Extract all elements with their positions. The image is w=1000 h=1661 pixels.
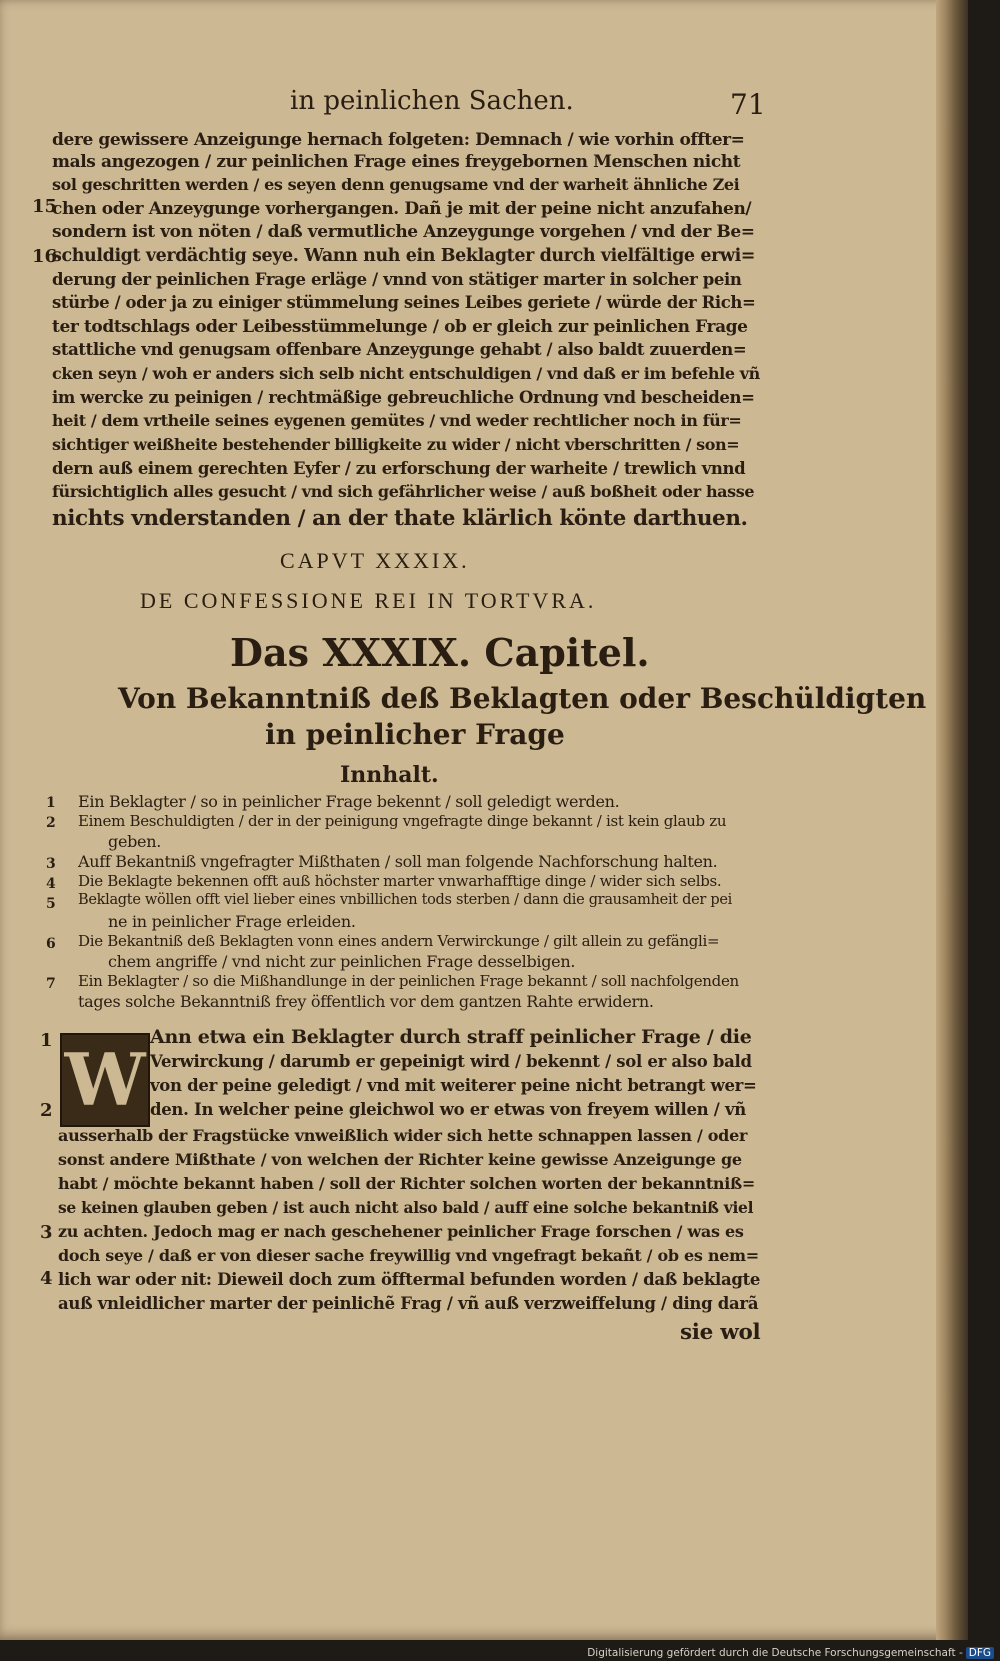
- summary-number: 5: [46, 896, 56, 912]
- text-line: zu achten. Jedoch mag er nach geschehener peinlicher Frage forschen / was es: [58, 1222, 744, 1241]
- drop-cap: W: [60, 1033, 150, 1127]
- text-line: habt / möchte bekannt haben / soll der Richter solchen worten der bekanntniß=: [58, 1174, 755, 1193]
- summary-number: 1: [46, 795, 56, 811]
- dfg-logo: DFG: [966, 1647, 994, 1659]
- text-line: sondern ist von nöten / daß vermutliche Anzeygunge vorgehen / vnd der Be=: [52, 222, 755, 242]
- summary-text: Einem Beschuldigten / der in der peinigung vngefragte dinge bekannt / ist kein glaub zu: [78, 812, 727, 830]
- text-line: auß vnleidlicher marter der peinlichẽ Frag / vñ auß verzweiffelung / ding darã: [58, 1294, 759, 1313]
- text-line: doch seye / daß er von dieser sache freywillig vnd vngefragt bekañt / ob es nem=: [58, 1246, 759, 1265]
- summary-text: Ein Beklagter / so die Mißhandlunge in der peinlichen Frage bekannt / soll nachfolgenden: [78, 972, 739, 990]
- margin-note: 16: [32, 246, 58, 267]
- text-line: stürbe / oder ja zu einiger stümmelung seines Leibes geriete / würde der Rich=: [52, 293, 756, 312]
- text-line: cken seyn / woh er anders sich selb nicht entschuldigen / vnd daß er im befehle vñ: [52, 364, 760, 383]
- summary-number: 4: [46, 876, 56, 892]
- text-line: sonst andere Mißthate / von welchen der Richter keine gewisse Anzeigunge ge: [58, 1150, 742, 1169]
- text-line: nichts vnderstanden / an der thate klärlich könte darthuen.: [52, 506, 748, 531]
- summary-text: ne in peinlicher Frage erleiden.: [108, 912, 356, 931]
- text-line: ausserhalb der Fragstücke vnweißlich wider sich hette schnappen lassen / oder: [58, 1126, 748, 1145]
- text-line: schuldigt verdächtig seye. Wann nuh ein Beklagter durch vielfältige erwi=: [52, 246, 756, 266]
- margin-note: 2: [40, 1100, 53, 1121]
- text-line: dere gewissere Anzeigunge hernach folgeten: Demnach / wie vorhin offter=: [52, 130, 745, 150]
- summary-number: 3: [46, 856, 56, 872]
- text-line: chen oder Anzeygunge vorhergangen. Dañ je mit der peine nicht anzufahen/: [52, 199, 752, 219]
- text-line: dern auß einem gerechten Eyfer / zu erforschung der warheite / trewlich vnnd: [52, 459, 746, 478]
- summary-text: tages solche Bekanntniß frey öffentlich vor dem gantzen Rahte erwidern.: [78, 992, 654, 1011]
- summary-text: Die Beklagte bekennen offt auß höchster marter vnwarhafftige dinge / wider sich selbs.: [78, 872, 722, 890]
- summary-heading: Innhalt.: [340, 762, 439, 788]
- text-line: den. In welcher peine gleichwol wo er etwas von freyem willen / vñ: [150, 1100, 746, 1119]
- text-line: se keinen glauben geben / ist auch nicht also bald / auff eine solche bekantniß viel: [58, 1198, 754, 1217]
- summary-number: 6: [46, 936, 56, 952]
- digitization-credit: [587, 1647, 994, 1659]
- credit-text: Digitalisierung gefördert durch die Deutsche Forschungsgemeinschaft -: [587, 1647, 963, 1659]
- summary-text: Ein Beklagter / so in peinlicher Frage bekennt / soll geledigt werden.: [78, 792, 620, 811]
- margin-note: 1: [40, 1030, 53, 1051]
- summary-text: chem angriffe / vnd nicht zur peinlichen Frage desselbigen.: [108, 952, 576, 971]
- margin-note: 4: [40, 1268, 53, 1289]
- text-line: ter todtschlags oder Leibesstümmelunge / ob er gleich zur peinlichen Frage: [52, 317, 748, 337]
- chapter-subtitle-line1: Von Bekanntniß deß Beklagten oder Beschüldigten: [118, 682, 927, 715]
- summary-text: Auff Bekantniß vngefragter Mißthaten / soll man folgende Nachforschung halten.: [78, 852, 718, 871]
- book-spine: [936, 0, 968, 1640]
- summary-text: Die Bekantniß deß Beklagten vonn eines andern Verwirckunge / gilt allein zu gefängli=: [78, 932, 720, 950]
- text-line: fürsichtiglich alles gesucht / vnd sich gefährlicher weise / auß boßheit oder hasse: [52, 482, 755, 501]
- text-line: lich war oder nit: Dieweil doch zum öfftermal befunden worden / daß beklagte: [58, 1270, 761, 1289]
- running-title: in peinlichen Sachen.: [290, 86, 574, 116]
- summary-number: 2: [46, 815, 56, 831]
- margin-note: 15: [32, 196, 58, 217]
- summary-number: 7: [46, 976, 56, 992]
- text-line: sichtiger weißheite bestehender billigkeite zu wider / nicht vberschritten / son=: [52, 435, 740, 454]
- text-line: von der peine geledigt / vnd mit weiterer peine nicht betrangt wer=: [150, 1076, 757, 1095]
- text-line: stattliche vnd genugsam offenbare Anzeygunge gehabt / also baldt zuuerden=: [52, 340, 747, 359]
- text-line: sol geschritten werden / es seyen denn genugsame vnd der warheit ähnliche Zei: [52, 175, 740, 194]
- margin-note: 3: [40, 1222, 53, 1243]
- caput-heading: CAPVT XXXIX.: [280, 548, 470, 573]
- page-number: 71: [730, 88, 766, 121]
- latin-title: DE CONFESSIONE REI IN TORTVRA.: [140, 588, 597, 613]
- text-line: mals angezogen / zur peinlichen Frage eines freygebornen Menschen nicht: [52, 152, 741, 172]
- text-line: derung der peinlichen Frage erläge / vnnd von stätiger marter in solcher pein: [52, 270, 742, 289]
- text-line: heit / dem vrtheile seines eygenen gemütes / vnd weder rechtlicher noch in für=: [52, 411, 742, 430]
- chapter-subtitle-line2: in peinlicher Frage: [265, 718, 565, 751]
- text-line: im wercke zu peinigen / rechtmäßige gebreuchliche Ordnung vnd bescheiden=: [52, 388, 755, 407]
- catchword: sie wol: [680, 1320, 761, 1345]
- chapter-title: Das XXXIX. Capitel.: [230, 630, 650, 675]
- summary-text: geben.: [108, 832, 162, 851]
- text-line: Verwirckung / darumb er gepeinigt wird / bekennt / sol er also bald: [150, 1052, 752, 1071]
- text-line: Ann etwa ein Beklagter durch straff peinlicher Frage / die: [150, 1026, 752, 1048]
- summary-text: Beklagte wöllen offt viel lieber eines vnbillichen tods sterben / dann die grausamheit der pei: [78, 892, 732, 908]
